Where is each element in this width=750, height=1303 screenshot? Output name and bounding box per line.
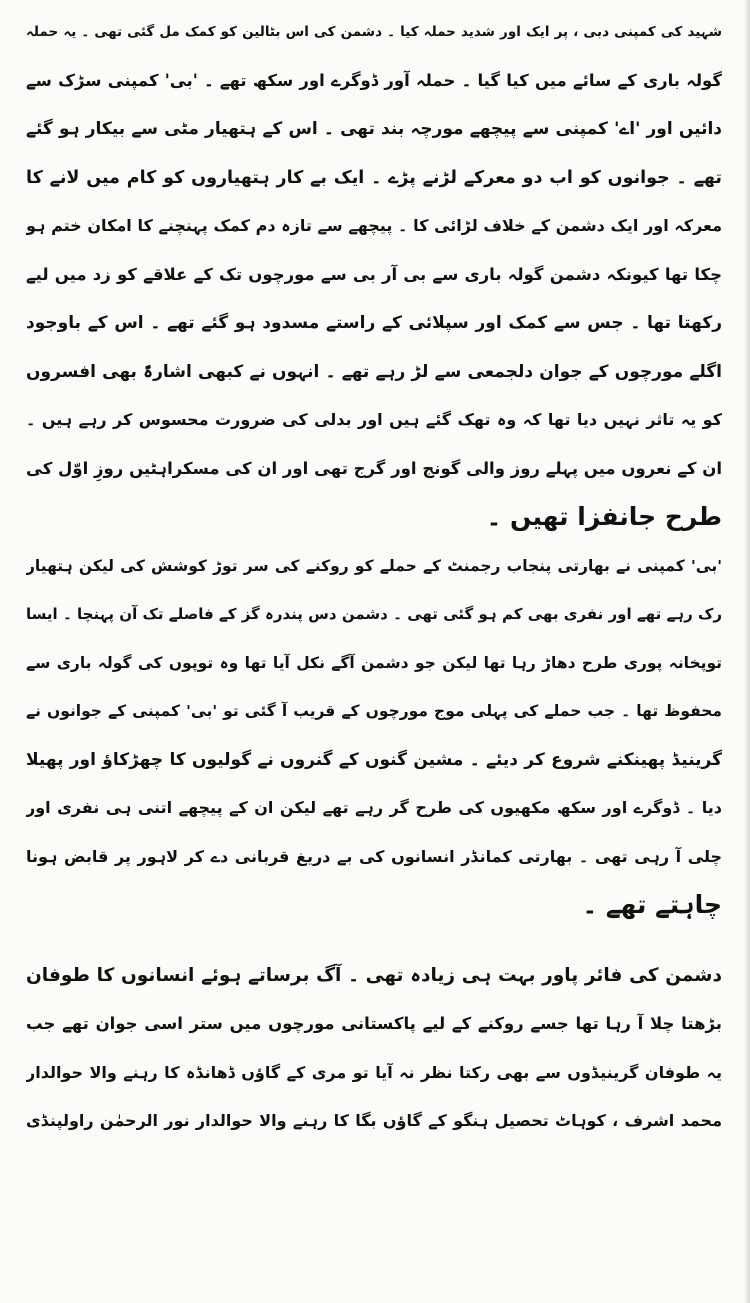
text-line: ان کے نعروں میں پہلے روز والی گونج اور گرج تھی اور ان کی مسکراہٹیں روزِ اوّل کی: [26, 458, 722, 478]
text-line: 'بی' کمپنی نے بھارتی پنجاب رجمنٹ کے حملے کو روکنے کی سر توڑ کوشش کی لیکن ہتھیار: [26, 556, 722, 575]
text-line: معرکہ اور ایک دشمن کے خلاف لڑائی کا ۔ پیچھے سے تازہ دم کمک پہنچنے کا امکان ختم ہو: [26, 216, 722, 235]
text-line: توپخانہ پوری طرح دھاڑ رہا تھا لیکن جو دشمن آگے نکل آیا تھا وہ توپوں کی گولہ باری سے: [26, 653, 722, 672]
text-line: دائیں اور 'اے' کمپنی سے پیچھے مورچہ بند تھی ۔ اس کے ہتھیار مٹی سے بیکار ہو گئے: [26, 119, 722, 139]
paragraph-spacer: [26, 930, 722, 952]
text-line: گرینیڈ پھینکنے شروع کر دیئے ۔ مشین گنوں کے گنروں نے گولیوں کا چھڑکاؤ اور پھیلا: [26, 749, 722, 770]
text-line: طرح جانفزا تھیں ۔: [486, 502, 722, 531]
text-line: رک رہے تھے اور نفری بھی کم ہو گئی تھی ۔ دشمن دس پندرہ گز کے فاصلے تک آن پہنچا ۔ ایسا: [26, 605, 722, 623]
text-line: کو یہ تاثر نہیں دیا تھا کہ وہ تھک گئے ہیں اور بدلی کی ضرورت محسوس کر رہے ہیں ۔: [26, 410, 722, 429]
paragraph-1: [26, 8, 722, 542]
text-line: چکا تھا کیونکہ دشمن گولہ باری سے بی آر بی سے مورچوں تک کے علاقے کو زد میں لیے: [26, 264, 722, 284]
text-line: یہ طوفان گرینیڈوں سے بھی رکتا نظر نہ آیا تو مری کے گاؤں ڈھانڈہ کا رہنے والا حوالدار: [26, 1062, 722, 1082]
paragraph-3: [26, 952, 722, 1146]
text-line: محفوظ تھا ۔ جب حملے کی پہلی موج مورچوں کے قریب آ گئی تو 'بی' کمپنی کے جوانوں نے: [26, 702, 722, 720]
text-line: گولہ باری کے سائے میں کیا گیا ۔ حملہ آور ڈوگرے اور سکھ تھے ۔ 'بی' کمپنی سڑک سے: [26, 70, 722, 90]
text-line: اگلے مورچوں کے جوان دلجمعی سے لڑ رہے تھے ۔ انہوں نے کبھی اشارۃً بھی افسروں: [26, 361, 722, 382]
text-line: محمد اشرف ، کوہاٹ تحصیل ہنگو کے گاؤں بگا کا رہنے والا حوالدار نور الرحمٰن راولپنڈی: [26, 1111, 722, 1130]
paragraph-2: [26, 542, 722, 930]
text-line: رکھتا تھا ۔ جس سے کمک اور سپلائی کے راستے مسدود ہو گئے تھے ۔ اس کے باوجود: [26, 313, 722, 333]
text-line: چلی آ رہی تھی ۔ بھارتی کمانڈر انسانوں کی بے دریغ قربانی دے کر لاہور پر قابض ہونا: [26, 846, 722, 866]
text-line: دیا ۔ ڈوگرے اور سکھ مکھیوں کی طرح گر رہے تھے لیکن ان کے پیچھے اتنی ہی نفری اور: [26, 798, 722, 817]
text-line: دشمن کی فائر پاور بہت ہی زیادہ تھی ۔ آگ برساتے ہوئے انسانوں کا طوفان: [26, 964, 722, 986]
text-line: چاہتے تھے ۔: [582, 890, 722, 919]
text-line: تھے ۔ جوانوں کو اب دو معرکے لڑنے پڑے ۔ ایک بے کار ہتھیاروں کو کام میں لانے کا: [26, 167, 722, 188]
text-line: شہید کی کمپنی دبی ، پر ایک اور شدید حملہ کیا ۔ دشمن کی اس بٹالین کو کمک مل گئی تھی ۔ یہ حملہ: [26, 24, 722, 40]
page-edge-shadow: [744, 0, 750, 1303]
text-line: بڑھتا چلا آ رہا تھا جسے روکنے کے لیے پاکستانی مورچوں میں ستر اسی جوان تھے جب: [26, 1014, 722, 1033]
